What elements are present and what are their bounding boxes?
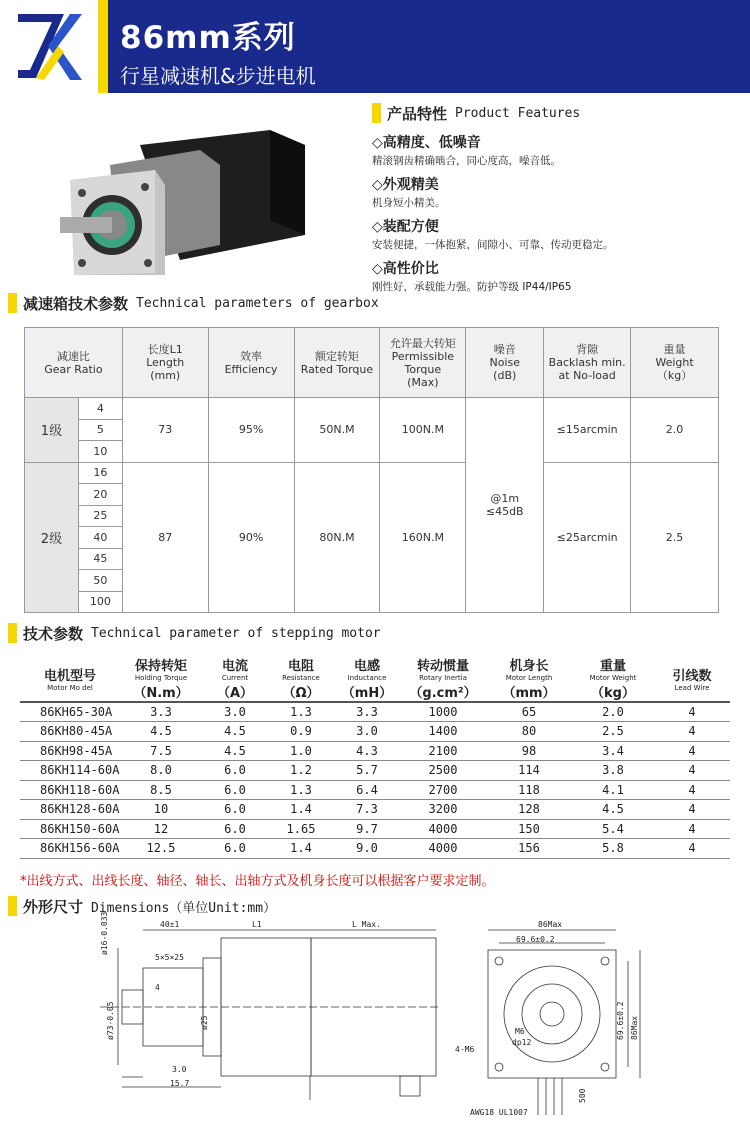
table-cell: 118 <box>486 780 572 800</box>
table-cell: 2.0 <box>572 702 654 722</box>
table-cell: 98 <box>486 741 572 761</box>
section-marker <box>8 623 17 643</box>
dimensions-title: 外形尺寸 Dimensions（单位Unit:mm） <box>8 893 276 919</box>
table-cell: 7.5 <box>120 741 202 761</box>
table-row <box>20 819 730 839</box>
dim-label: 15.7 <box>170 1079 190 1088</box>
table-cell: 1400 <box>400 722 486 742</box>
table-cell: 65 <box>486 702 572 722</box>
dim-label: 3.0 <box>172 1065 187 1074</box>
table-header: 减速比 Gear Ratio 长度L1 Length (mm) 效率 Efficiency 额定转矩 Rated Torque 允许最大转矩 Permissible Torque (Max) 噪音 Noise (dB) 背隙 Backlash min. at No-load 重量 Weight （kg） <box>25 328 719 398</box>
table-row: 20 <box>25 484 719 506</box>
table-cell: 6.0 <box>202 761 268 781</box>
table-cell: 7.3 <box>334 800 400 820</box>
gearbox-table <box>24 327 719 613</box>
table-cell: 6.0 <box>202 839 268 859</box>
table-row <box>20 741 730 761</box>
table-cell: 8.5 <box>120 780 202 800</box>
dim-label: AWG18 UL1007 <box>470 1108 528 1117</box>
table-cell: 6.0 <box>202 780 268 800</box>
table-cell: 3.3 <box>334 702 400 722</box>
table-cell: 4 <box>654 702 730 722</box>
table-cell: 6.0 <box>202 819 268 839</box>
table-cell: 4000 <box>400 839 486 859</box>
table-cell: 86KH156-60A <box>20 839 120 859</box>
gearbox-title: 减速箱技术参数 Technical parameters of gearbox <box>8 290 379 316</box>
table-cell: 150 <box>486 819 572 839</box>
dim-label: 69.6±0.2 <box>616 1001 625 1040</box>
table-cell: 86KH150-60A <box>20 819 120 839</box>
table-cell: 8.0 <box>120 761 202 781</box>
table-cell: 156 <box>486 839 572 859</box>
table-header: 电机型号 Motor Mo del 保持转矩 Holding Torque （N.m） 电流 Current （A） 电阻 Resistance （Ω） 电感 Inductance （mH） 转动惯量 Rotary Inertia （g.cm²） 机身长 Motor Length （mm） 重量 Motor Weight （kg） 引线数 Lead Wire <box>20 655 730 702</box>
table-cell: 1.3 <box>268 702 334 722</box>
motor-rows <box>20 702 730 858</box>
table-row: 45 <box>25 548 719 570</box>
section-marker <box>8 293 17 313</box>
dim-label: 500 <box>578 1088 587 1103</box>
table-cell: 4 <box>654 741 730 761</box>
table-cell: 6.0 <box>202 800 268 820</box>
table-cell: 2500 <box>400 761 486 781</box>
table-cell: 2700 <box>400 780 486 800</box>
table-row <box>20 839 730 859</box>
dim-label: 40±1 <box>160 920 180 929</box>
dim-label: L Max. <box>352 920 381 929</box>
feature-item: ◇装配方便 安装便捷，一体抱紧，间隙小、可靠、传动更稳定。 <box>372 219 614 251</box>
table-row: 2级 16 87 90% 80N.M 160N.M ≤25arcmin 2.5 <box>25 462 719 484</box>
table-cell: 4.5 <box>572 800 654 820</box>
table-cell: 3200 <box>400 800 486 820</box>
table-cell: 9.7 <box>334 819 400 839</box>
table-cell: 4 <box>654 761 730 781</box>
section-marker <box>8 896 17 916</box>
table-cell: 6.4 <box>334 780 400 800</box>
dim-label: 86Max <box>630 1015 639 1040</box>
table-cell: 5.4 <box>572 819 654 839</box>
customization-note: *出线方式、出线长度、轴径、轴长、出轴方式及机身长度可以根据客户要求定制。 <box>20 874 495 889</box>
table-row <box>20 780 730 800</box>
table-cell: 4 <box>654 800 730 820</box>
table-cell: 86KH118-60A <box>20 780 120 800</box>
table-row: 100 <box>25 591 719 613</box>
table-cell: 80 <box>486 722 572 742</box>
table-cell: 1.3 <box>268 780 334 800</box>
dim-label: ø73-0.05 <box>106 1001 115 1040</box>
dim-label: 4-M6 <box>455 1045 475 1054</box>
table-cell: 2.5 <box>572 722 654 742</box>
dim-label: dp12 <box>512 1038 532 1047</box>
table-cell: 86KH80-45A <box>20 722 120 742</box>
table-row: 10 <box>25 441 719 463</box>
dim-label: 86Max <box>538 920 563 929</box>
table-cell: 86KH114-60A <box>20 761 120 781</box>
table-cell: 5.8 <box>572 839 654 859</box>
section-marker <box>372 103 381 123</box>
table-cell: 10 <box>120 800 202 820</box>
table-cell: 4 <box>654 722 730 742</box>
table-cell: 1.0 <box>268 741 334 761</box>
table-cell: 0.9 <box>268 722 334 742</box>
table-cell: 4.5 <box>120 722 202 742</box>
table-row <box>20 761 730 781</box>
motor-table <box>20 655 730 859</box>
motor-title: 技术参数 Technical parameter of stepping motor <box>8 620 381 646</box>
table-cell: 12.5 <box>120 839 202 859</box>
dim-label: 5×5×25 <box>155 953 184 962</box>
dim-label: ø16-0.033 <box>100 911 109 955</box>
table-row: 5 <box>25 419 719 441</box>
table-cell: 4 <box>654 819 730 839</box>
table-row <box>20 702 730 722</box>
table-cell: 3.0 <box>334 722 400 742</box>
table-cell: 4.5 <box>202 741 268 761</box>
page-title: 86mm系列 <box>120 20 296 56</box>
feature-item: ◇高性价比 刚性好，承载能力强。防护等级 IP44/IP65 <box>372 261 572 293</box>
table-cell: 3.3 <box>120 702 202 722</box>
table-row <box>20 722 730 742</box>
table-cell: 1.2 <box>268 761 334 781</box>
table-cell: 86KH98-45A <box>20 741 120 761</box>
dim-label: L1 <box>252 920 262 929</box>
table-cell: 9.0 <box>334 839 400 859</box>
table-cell: 4.5 <box>202 722 268 742</box>
table-row: 1级 4 73 95% 50N.M 100N.M @1m ≤45dB ≤15arcmin 2.0 <box>25 398 719 420</box>
table-cell: 1000 <box>400 702 486 722</box>
dim-label: ø25 <box>200 1015 209 1030</box>
table-cell: 86KH65-30A <box>20 702 120 722</box>
table-cell: 4000 <box>400 819 486 839</box>
page-header <box>0 0 750 93</box>
table-cell: 1.65 <box>268 819 334 839</box>
table-row: 40 <box>25 527 719 549</box>
table-cell: 1.4 <box>268 839 334 859</box>
table-row: 50 <box>25 570 719 592</box>
table-row <box>20 800 730 820</box>
table-cell: 4 <box>654 839 730 859</box>
table-cell: 3.4 <box>572 741 654 761</box>
table-cell: 1.4 <box>268 800 334 820</box>
table-cell: 114 <box>486 761 572 781</box>
table-cell: 3.0 <box>202 702 268 722</box>
table-cell: 5.7 <box>334 761 400 781</box>
product-features <box>372 100 742 294</box>
brand-logo <box>0 0 98 93</box>
table-cell: 3.8 <box>572 761 654 781</box>
dim-label: 69.6±0.2 <box>516 935 555 944</box>
header-accent <box>98 0 108 93</box>
table-cell: 128 <box>486 800 572 820</box>
table-cell: 4.3 <box>334 741 400 761</box>
table-row: 25 <box>25 505 719 527</box>
feature-item: ◇高精度、低噪音 精滚钢齿精确啮合，同心度高，噪音低。 <box>372 135 561 167</box>
table-cell: 12 <box>120 819 202 839</box>
table-cell: 4.1 <box>572 780 654 800</box>
product-photo <box>60 125 330 275</box>
features-title: 产品特性 Product Features <box>372 100 742 126</box>
table-cell: 4 <box>654 780 730 800</box>
dimension-drawing <box>0 911 750 1130</box>
dim-label: 4 <box>155 983 160 992</box>
page-subtitle: 行星减速机&步进电机 <box>120 64 316 88</box>
dim-label: M6 <box>515 1027 525 1036</box>
table-cell: 2100 <box>400 741 486 761</box>
feature-item: ◇外观精美 机身短小精美。 <box>372 177 446 209</box>
table-cell: 86KH128-60A <box>20 800 120 820</box>
